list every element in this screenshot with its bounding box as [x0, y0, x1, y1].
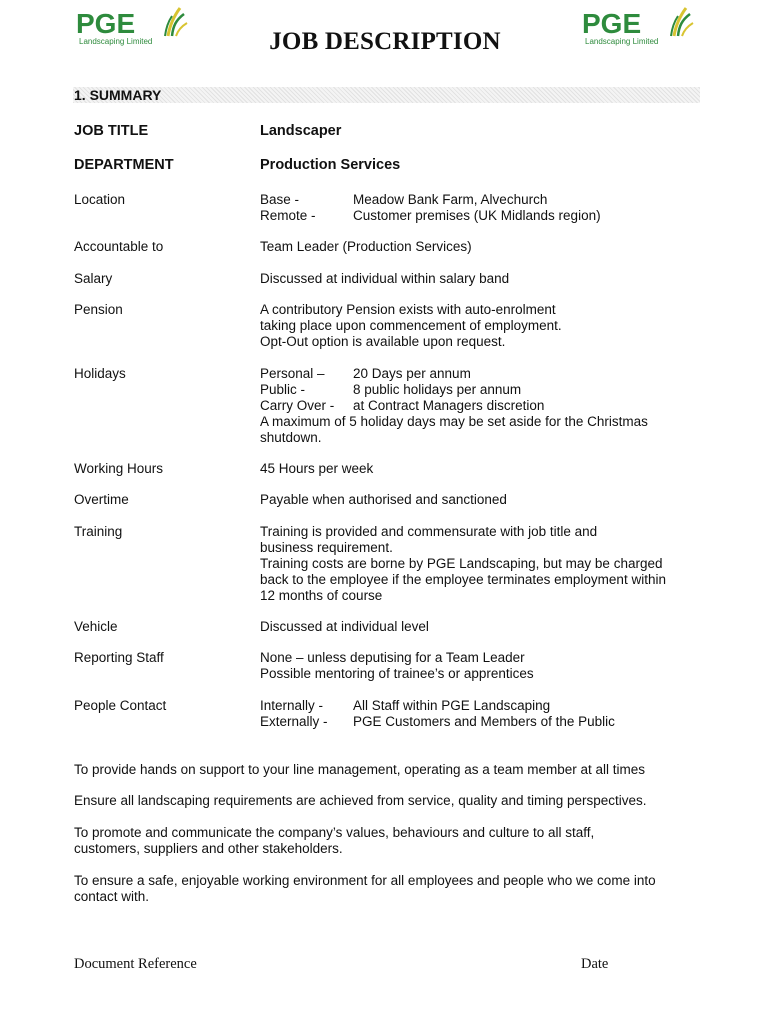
- pair-value: at Contract Managers discretion: [353, 398, 545, 413]
- field-value: Team Leader (Production Services): [260, 239, 472, 254]
- field-value: Landscaper: [260, 123, 342, 139]
- footer-document-reference: Document Reference: [74, 956, 197, 972]
- responsibility-paragraph: [74, 762, 704, 778]
- text-line: Training costs are borne by PGE Landscaping, but may be charged: [260, 556, 663, 571]
- field-value: 45 Hours per week: [260, 461, 374, 476]
- pair-key: Base -: [260, 192, 300, 207]
- field-value: [260, 650, 700, 682]
- text-line: A contributory Pension exists with auto-enrolment: [260, 302, 556, 317]
- text-line: shutdown.: [260, 430, 322, 445]
- field-label: Accountable to: [74, 239, 164, 254]
- pair-key: Carry Over -: [260, 398, 335, 413]
- text-line: Ensure all landscaping requirements are achieved from service, quality and timing perspectives.: [74, 793, 647, 808]
- field-label: DEPARTMENT: [74, 157, 174, 173]
- pair-value: Meadow Bank Farm, Alvechurch: [353, 192, 548, 207]
- pair-value: All Staff within PGE Landscaping: [353, 698, 551, 713]
- field-value: Discussed at individual level: [260, 619, 429, 634]
- section-title: 1. SUMMARY: [74, 87, 162, 103]
- text-line: Training is provided and commensurate with job title and: [260, 524, 598, 539]
- field-value: [260, 524, 700, 604]
- holiday-personal: [260, 366, 700, 382]
- field-label: Pension: [74, 302, 123, 317]
- logo-subtitle: Landscaping Limited: [585, 37, 659, 46]
- responsibility-paragraph: [74, 793, 704, 809]
- text-line: business requirement.: [260, 540, 393, 555]
- pair-key: Personal –: [260, 366, 325, 381]
- text-line: back to the employee if the employee terminates employment within: [260, 572, 666, 587]
- holiday-public: [260, 382, 700, 398]
- document-title: JOB DESCRIPTION: [269, 28, 501, 55]
- location-base: [260, 192, 700, 208]
- field-label: Training: [74, 524, 123, 539]
- pair-value: 8 public holidays per annum: [353, 382, 522, 397]
- field-label: Reporting Staff: [74, 650, 164, 665]
- field-label: Vehicle: [74, 619, 118, 634]
- text-line: contact with.: [74, 889, 150, 904]
- pair-value: 20 Days per annum: [353, 366, 471, 381]
- contact-external: [260, 714, 700, 730]
- pair-key: Remote -: [260, 208, 316, 223]
- section-header-bar: [73, 87, 700, 103]
- field-label: Location: [74, 192, 126, 207]
- text-line: Opt-Out option is available upon request.: [260, 334, 506, 349]
- pair-key: Externally -: [260, 714, 328, 729]
- text-line: customers, suppliers and other stakeholders.: [74, 841, 343, 856]
- text-line: A maximum of 5 holiday days may be set aside for the Christmas: [260, 414, 648, 429]
- field-value: [260, 366, 700, 446]
- field-label: People Contact: [74, 698, 167, 713]
- pair-value: PGE Customers and Members of the Public: [353, 714, 615, 729]
- text-line: None – unless deputising for a Team Leader: [260, 650, 525, 665]
- pair-key: Public -: [260, 382, 306, 397]
- location-remote: [260, 208, 700, 224]
- holiday-carry-over: [260, 398, 700, 414]
- text-line: 12 months of course: [260, 588, 383, 603]
- logo-subtitle: Landscaping Limited: [79, 37, 153, 46]
- text-line: taking place upon commencement of employment.: [260, 318, 562, 333]
- text-line: Possible mentoring of trainee’s or apprentices: [260, 666, 534, 681]
- footer-date: Date: [581, 956, 609, 972]
- field-label: Working Hours: [74, 461, 164, 476]
- field-value: Production Services: [260, 157, 401, 173]
- responsibility-paragraph: [74, 873, 704, 905]
- responsibility-paragraph: [74, 825, 704, 857]
- contact-internal: [260, 698, 700, 714]
- field-value: [260, 302, 700, 350]
- field-value: Payable when authorised and sanctioned: [260, 492, 507, 507]
- field-value: Discussed at individual within salary band: [260, 271, 510, 286]
- field-label: Salary: [74, 271, 113, 286]
- text-line: To ensure a safe, enjoyable working environment for all employees and people who we come into: [74, 873, 656, 888]
- field-value: [260, 698, 700, 730]
- text-line: To promote and communicate the company’s values, behaviours and culture to all staff,: [74, 825, 595, 840]
- pair-value: Customer premises (UK Midlands region): [353, 208, 601, 223]
- logo-wordmark: PGE: [582, 8, 642, 39]
- field-label: Overtime: [74, 492, 129, 507]
- logo-wordmark: PGE: [76, 8, 136, 39]
- text-line: To provide hands on support to your line management, operating as a team member at all times: [74, 762, 646, 777]
- field-value: [260, 192, 700, 224]
- field-label: JOB TITLE: [74, 123, 149, 139]
- field-label: Holidays: [74, 366, 126, 381]
- pair-key: Internally -: [260, 698, 324, 713]
